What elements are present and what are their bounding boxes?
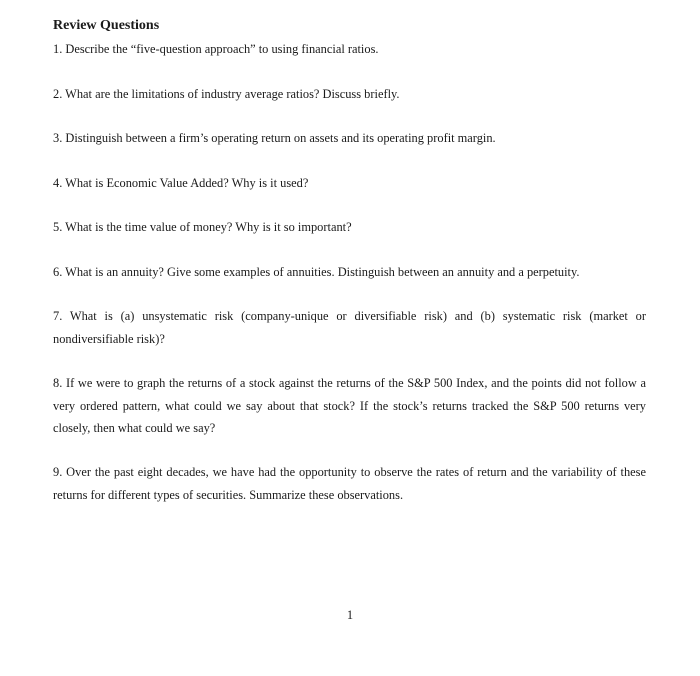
- question-3: 3. Distinguish between a firm’s operating return on assets and its operating profit margin.: [53, 131, 496, 145]
- question-9: 9. Over the past eight decades, we have had the opportunity to observe the rates of return and the variability of these returns for different types of securities. Summarize these observations.: [53, 465, 646, 502]
- question-7: 7. What is (a) unsystematic risk (company-unique or diversifiable risk) and (b) systematic risk (market or nondiversifiable risk)?: [53, 309, 646, 346]
- question-1: 1. Describe the “five-question approach” to using financial ratios.: [53, 42, 379, 56]
- question-2: 2. What are the limitations of industry average ratios? Discuss briefly.: [53, 87, 400, 101]
- section-heading: Review Questions: [53, 18, 160, 33]
- page-number: 1: [346, 608, 354, 622]
- question-6: 6. What is an annuity? Give some examples of annuities. Distinguish between an annuity and a perpetuity.: [53, 265, 580, 279]
- question-4: 4. What is Economic Value Added? Why is it used?: [53, 176, 309, 190]
- question-5: 5. What is the time value of money? Why is it so important?: [53, 220, 352, 234]
- question-8: 8. If we were to graph the returns of a stock against the returns of the S&P 500 Index, and the points did not follow a very ordered pattern, what could we say about that stock? If the stock’s returns tracked the S&P 500 returns very closely, then what could we say?: [53, 376, 646, 435]
